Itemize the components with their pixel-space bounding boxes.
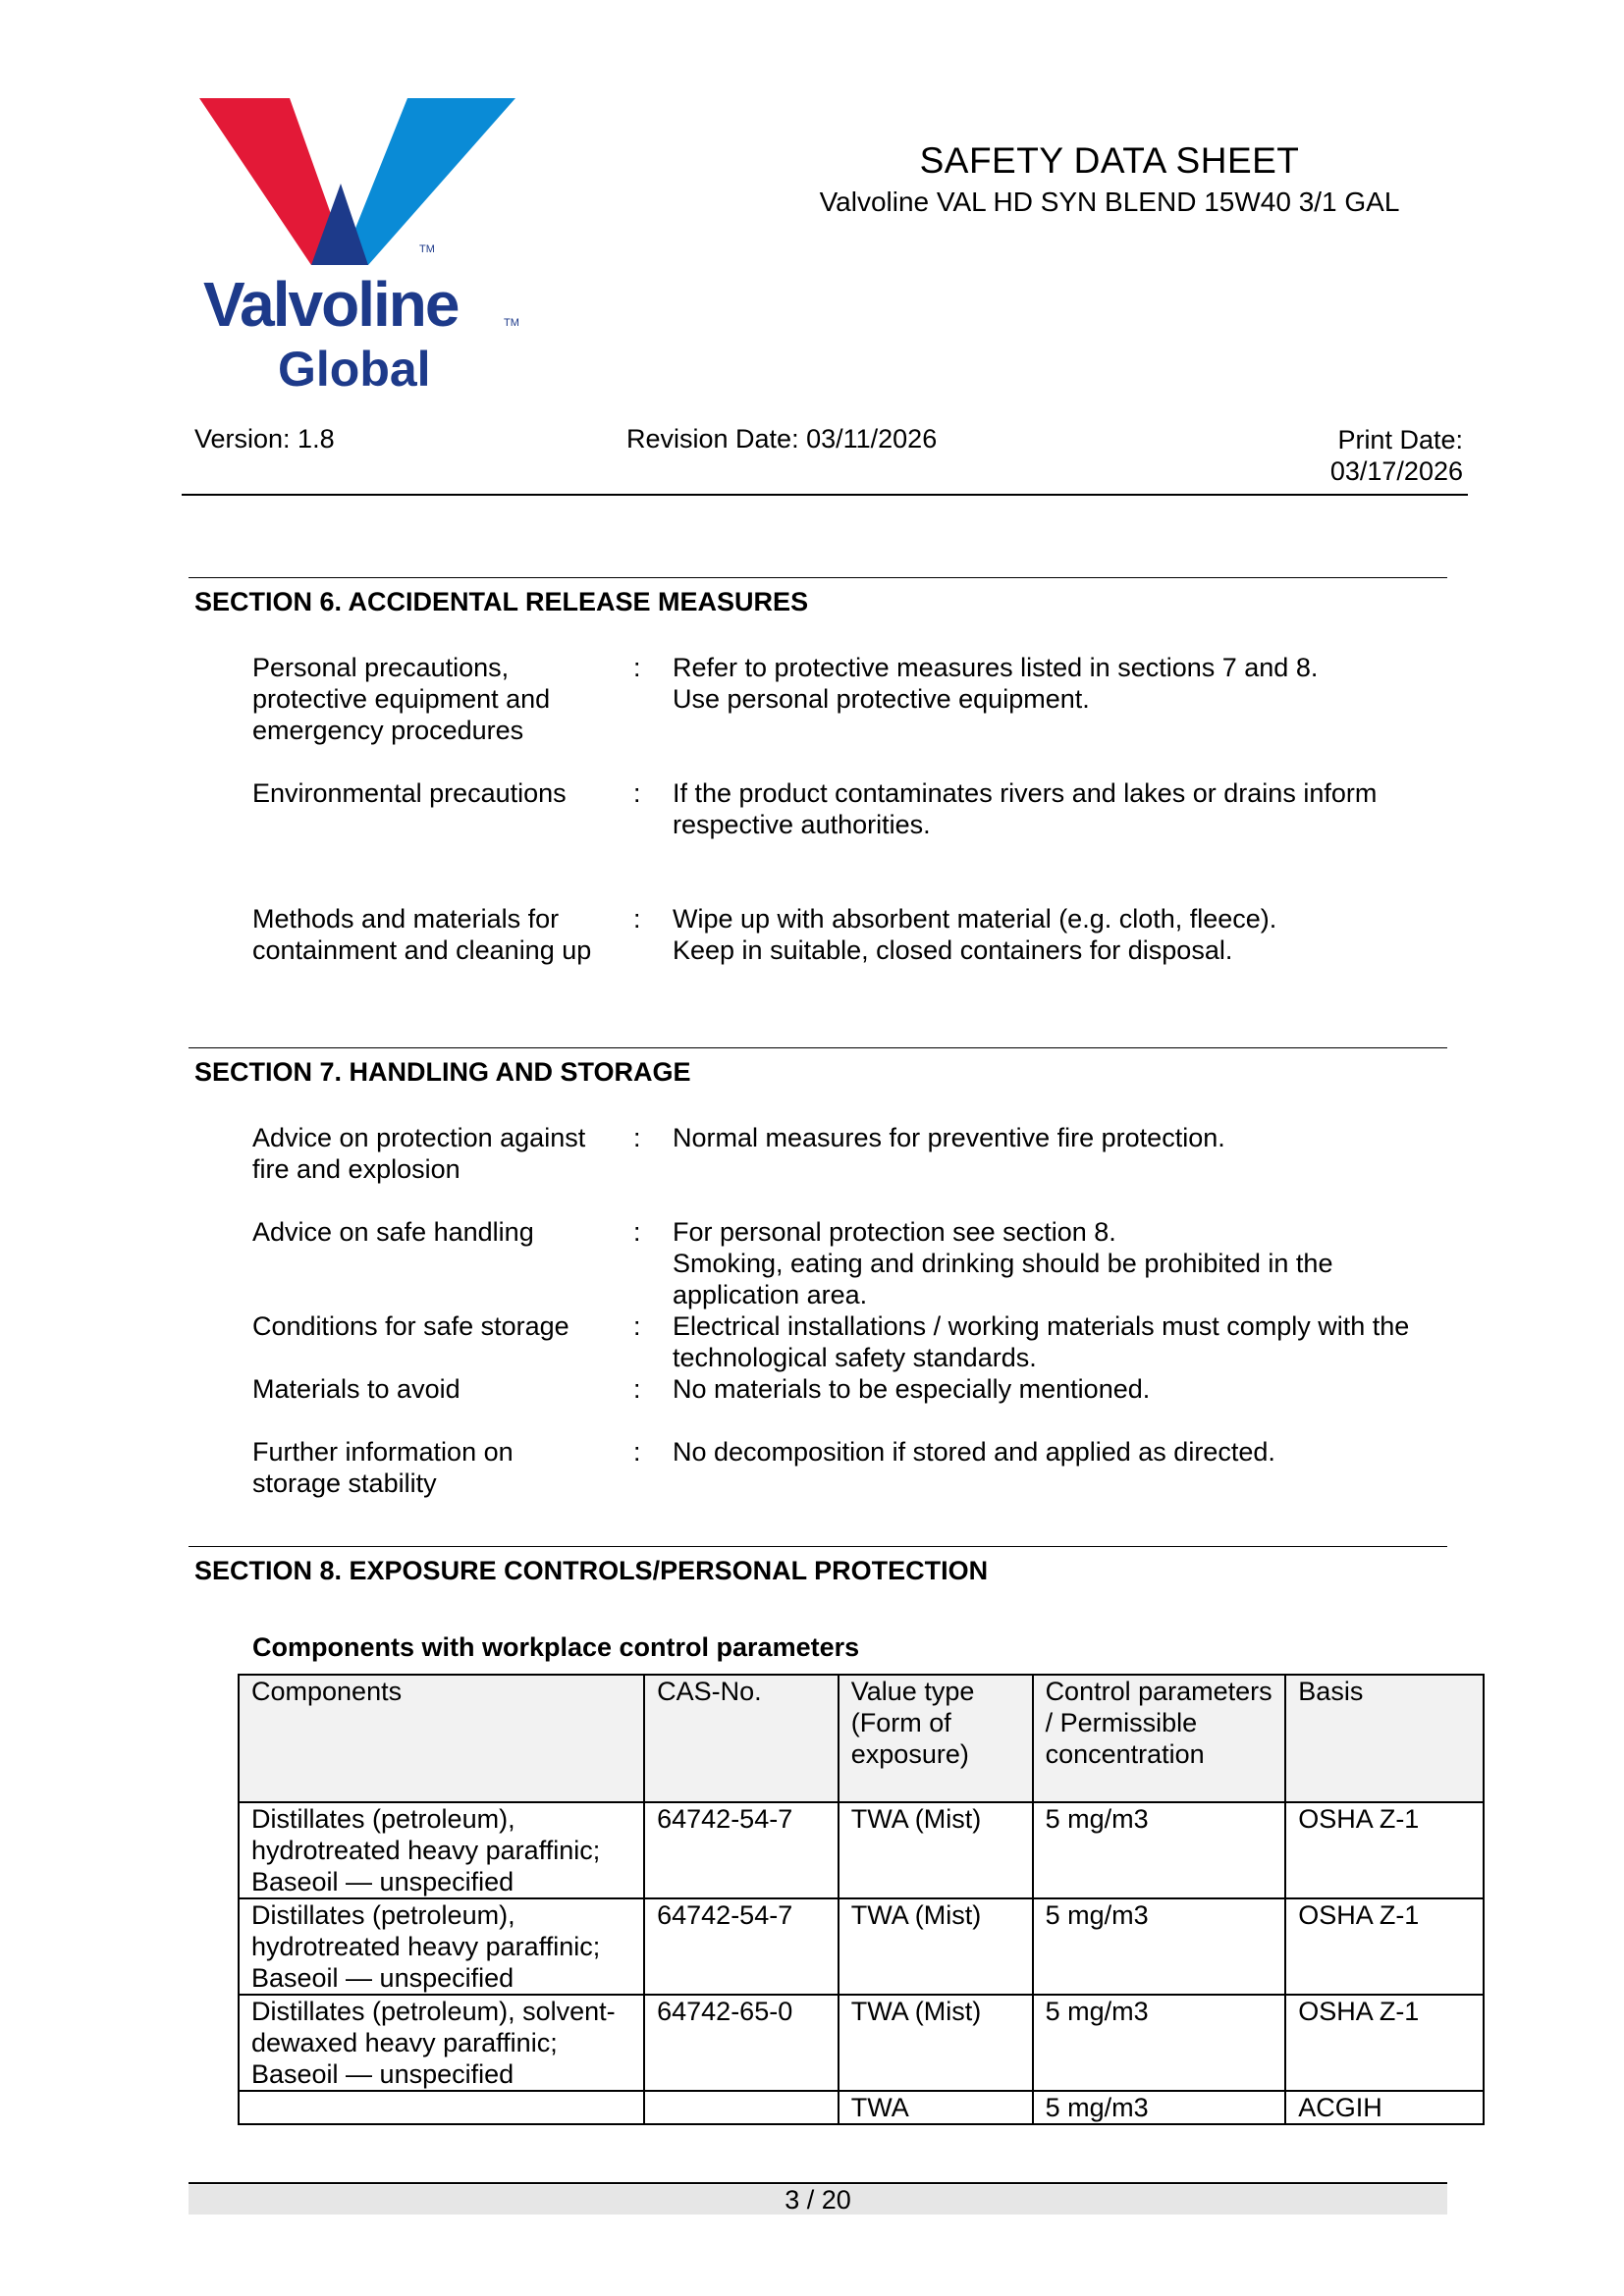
product-name: Valvoline VAL HD SYN BLEND 15W40 3/1 GAL: [819, 187, 1400, 217]
cell-value-type: TWA: [839, 2091, 1033, 2124]
print-date-value: 03/17/2026: [1329, 456, 1463, 486]
print-date-block: [1178, 424, 1463, 487]
logo-tm-top: TM: [419, 243, 435, 255]
cell-control: 5 mg/m3: [1033, 1802, 1286, 1898]
col-value-type: Value type (Form of exposure): [839, 1675, 1033, 1802]
s7-value-storage: Electrical installations / working materials must comply with the technological safety standards.: [673, 1311, 1410, 1372]
s6-colon: :: [633, 653, 641, 682]
s7-colon: :: [633, 1123, 641, 1152]
section6-divider: [189, 577, 1447, 578]
s7-label-storage: Conditions for safe storage: [252, 1311, 569, 1341]
cell-control: 5 mg/m3: [1033, 2091, 1286, 2124]
s6-value-environmental: If the product contaminates rivers and lakes or drains inform respective authorities.: [673, 778, 1378, 839]
page-number: 3 / 20: [785, 2185, 851, 2215]
section6-title: SECTION 6. ACCIDENTAL RELEASE MEASURES: [194, 587, 809, 616]
table-header-row: [239, 1675, 1484, 1802]
cell-cas: [644, 2091, 839, 2124]
cell-control: 5 mg/m3: [1033, 1995, 1286, 2091]
components-table: [238, 1674, 1485, 2125]
cell-basis: OSHA Z-1: [1285, 1898, 1484, 1995]
s7-colon: :: [633, 1374, 641, 1404]
cell-value-type: TWA (Mist): [839, 1995, 1033, 2091]
valvoline-global-logo: [191, 93, 535, 398]
s7-label-fire: Advice on protection against fire and explosion: [252, 1123, 586, 1184]
cell-component: Distillates (petroleum), hydrotreated heavy paraffinic; Baseoil — unspecified: [239, 1802, 644, 1898]
section7-divider: [189, 1047, 1447, 1048]
s6-value-methods: Wipe up with absorbent material (e.g. cloth, fleece). Keep in suitable, closed containers for disposal.: [673, 904, 1277, 965]
s7-value-handling: For personal protection see section 8. Smoking, eating and drinking should be prohibited in the application area.: [673, 1217, 1333, 1309]
cell-value-type: TWA (Mist): [839, 1898, 1033, 1995]
s6-label-methods: Methods and materials for containment and cleaning up: [252, 904, 592, 965]
col-components: Components: [239, 1675, 644, 1802]
s7-colon: :: [633, 1217, 641, 1247]
cell-component: Distillates (petroleum), solvent-dewaxed heavy paraffinic; Baseoil — unspecified: [239, 1995, 644, 2091]
cell-component: [239, 2091, 644, 2124]
logo-brand-sub: Global: [278, 342, 431, 397]
revision-date: Revision Date: 03/11/2026: [626, 424, 938, 454]
cell-cas: 64742-54-7: [644, 1802, 839, 1898]
s6-label-personal: Personal precautions, protective equipment and emergency procedures: [252, 653, 551, 745]
table-row: [239, 1802, 1484, 1898]
cell-basis: ACGIH: [1285, 2091, 1484, 2124]
print-date-label: Print Date:: [1337, 425, 1463, 454]
s6-colon: :: [633, 778, 641, 808]
s6-label-environmental: Environmental precautions: [252, 778, 567, 808]
logo-red-chevron: [199, 98, 337, 265]
col-basis: Basis: [1285, 1675, 1484, 1802]
table-row: [239, 1995, 1484, 2091]
table-row: [239, 1898, 1484, 1995]
section8-divider: [189, 1546, 1447, 1547]
s7-colon: :: [633, 1437, 641, 1467]
cell-basis: OSHA Z-1: [1285, 1995, 1484, 2091]
cell-value-type: TWA (Mist): [839, 1802, 1033, 1898]
s7-label-materials: Materials to avoid: [252, 1374, 460, 1404]
s7-label-stability: Further information on storage stability: [252, 1437, 514, 1498]
s6-colon: :: [633, 904, 641, 934]
document-title: SAFETY DATA SHEET: [919, 140, 1300, 181]
cell-cas: 64742-54-7: [644, 1898, 839, 1995]
s7-value-stability: No decomposition if stored and applied as directed.: [673, 1437, 1275, 1467]
s7-colon: :: [633, 1311, 641, 1341]
section7-title: SECTION 7. HANDLING AND STORAGE: [194, 1057, 691, 1087]
col-cas: CAS-No.: [644, 1675, 839, 1802]
cell-component: Distillates (petroleum), hydrotreated heavy paraffinic; Baseoil — unspecified: [239, 1898, 644, 1995]
s6-value-personal: Refer to protective measures listed in sections 7 and 8. Use personal protective equipment.: [673, 653, 1319, 714]
cell-control: 5 mg/m3: [1033, 1898, 1286, 1995]
s7-value-materials: No materials to be especially mentioned.: [673, 1374, 1151, 1404]
table-row: [239, 2091, 1484, 2124]
logo-brand-name: Valvoline: [203, 269, 459, 340]
cell-cas: 64742-65-0: [644, 1995, 839, 2091]
header-divider: [182, 494, 1468, 496]
section8-title: SECTION 8. EXPOSURE CONTROLS/PERSONAL PROTECTION: [194, 1556, 989, 1585]
s7-label-handling: Advice on safe handling: [252, 1217, 534, 1247]
footer-divider: [189, 2182, 1447, 2184]
cell-basis: OSHA Z-1: [1285, 1802, 1484, 1898]
version-label: Version: 1.8: [194, 424, 335, 454]
logo-tm-bottom: TM: [504, 317, 519, 329]
components-subtitle: Components with workplace control parameters: [252, 1632, 860, 1662]
col-control-parameters: Control parameters / Permissible concentration: [1033, 1675, 1286, 1802]
logo-blue-chevron: [341, 98, 515, 265]
s7-value-fire: Normal measures for preventive fire protection.: [673, 1123, 1225, 1152]
